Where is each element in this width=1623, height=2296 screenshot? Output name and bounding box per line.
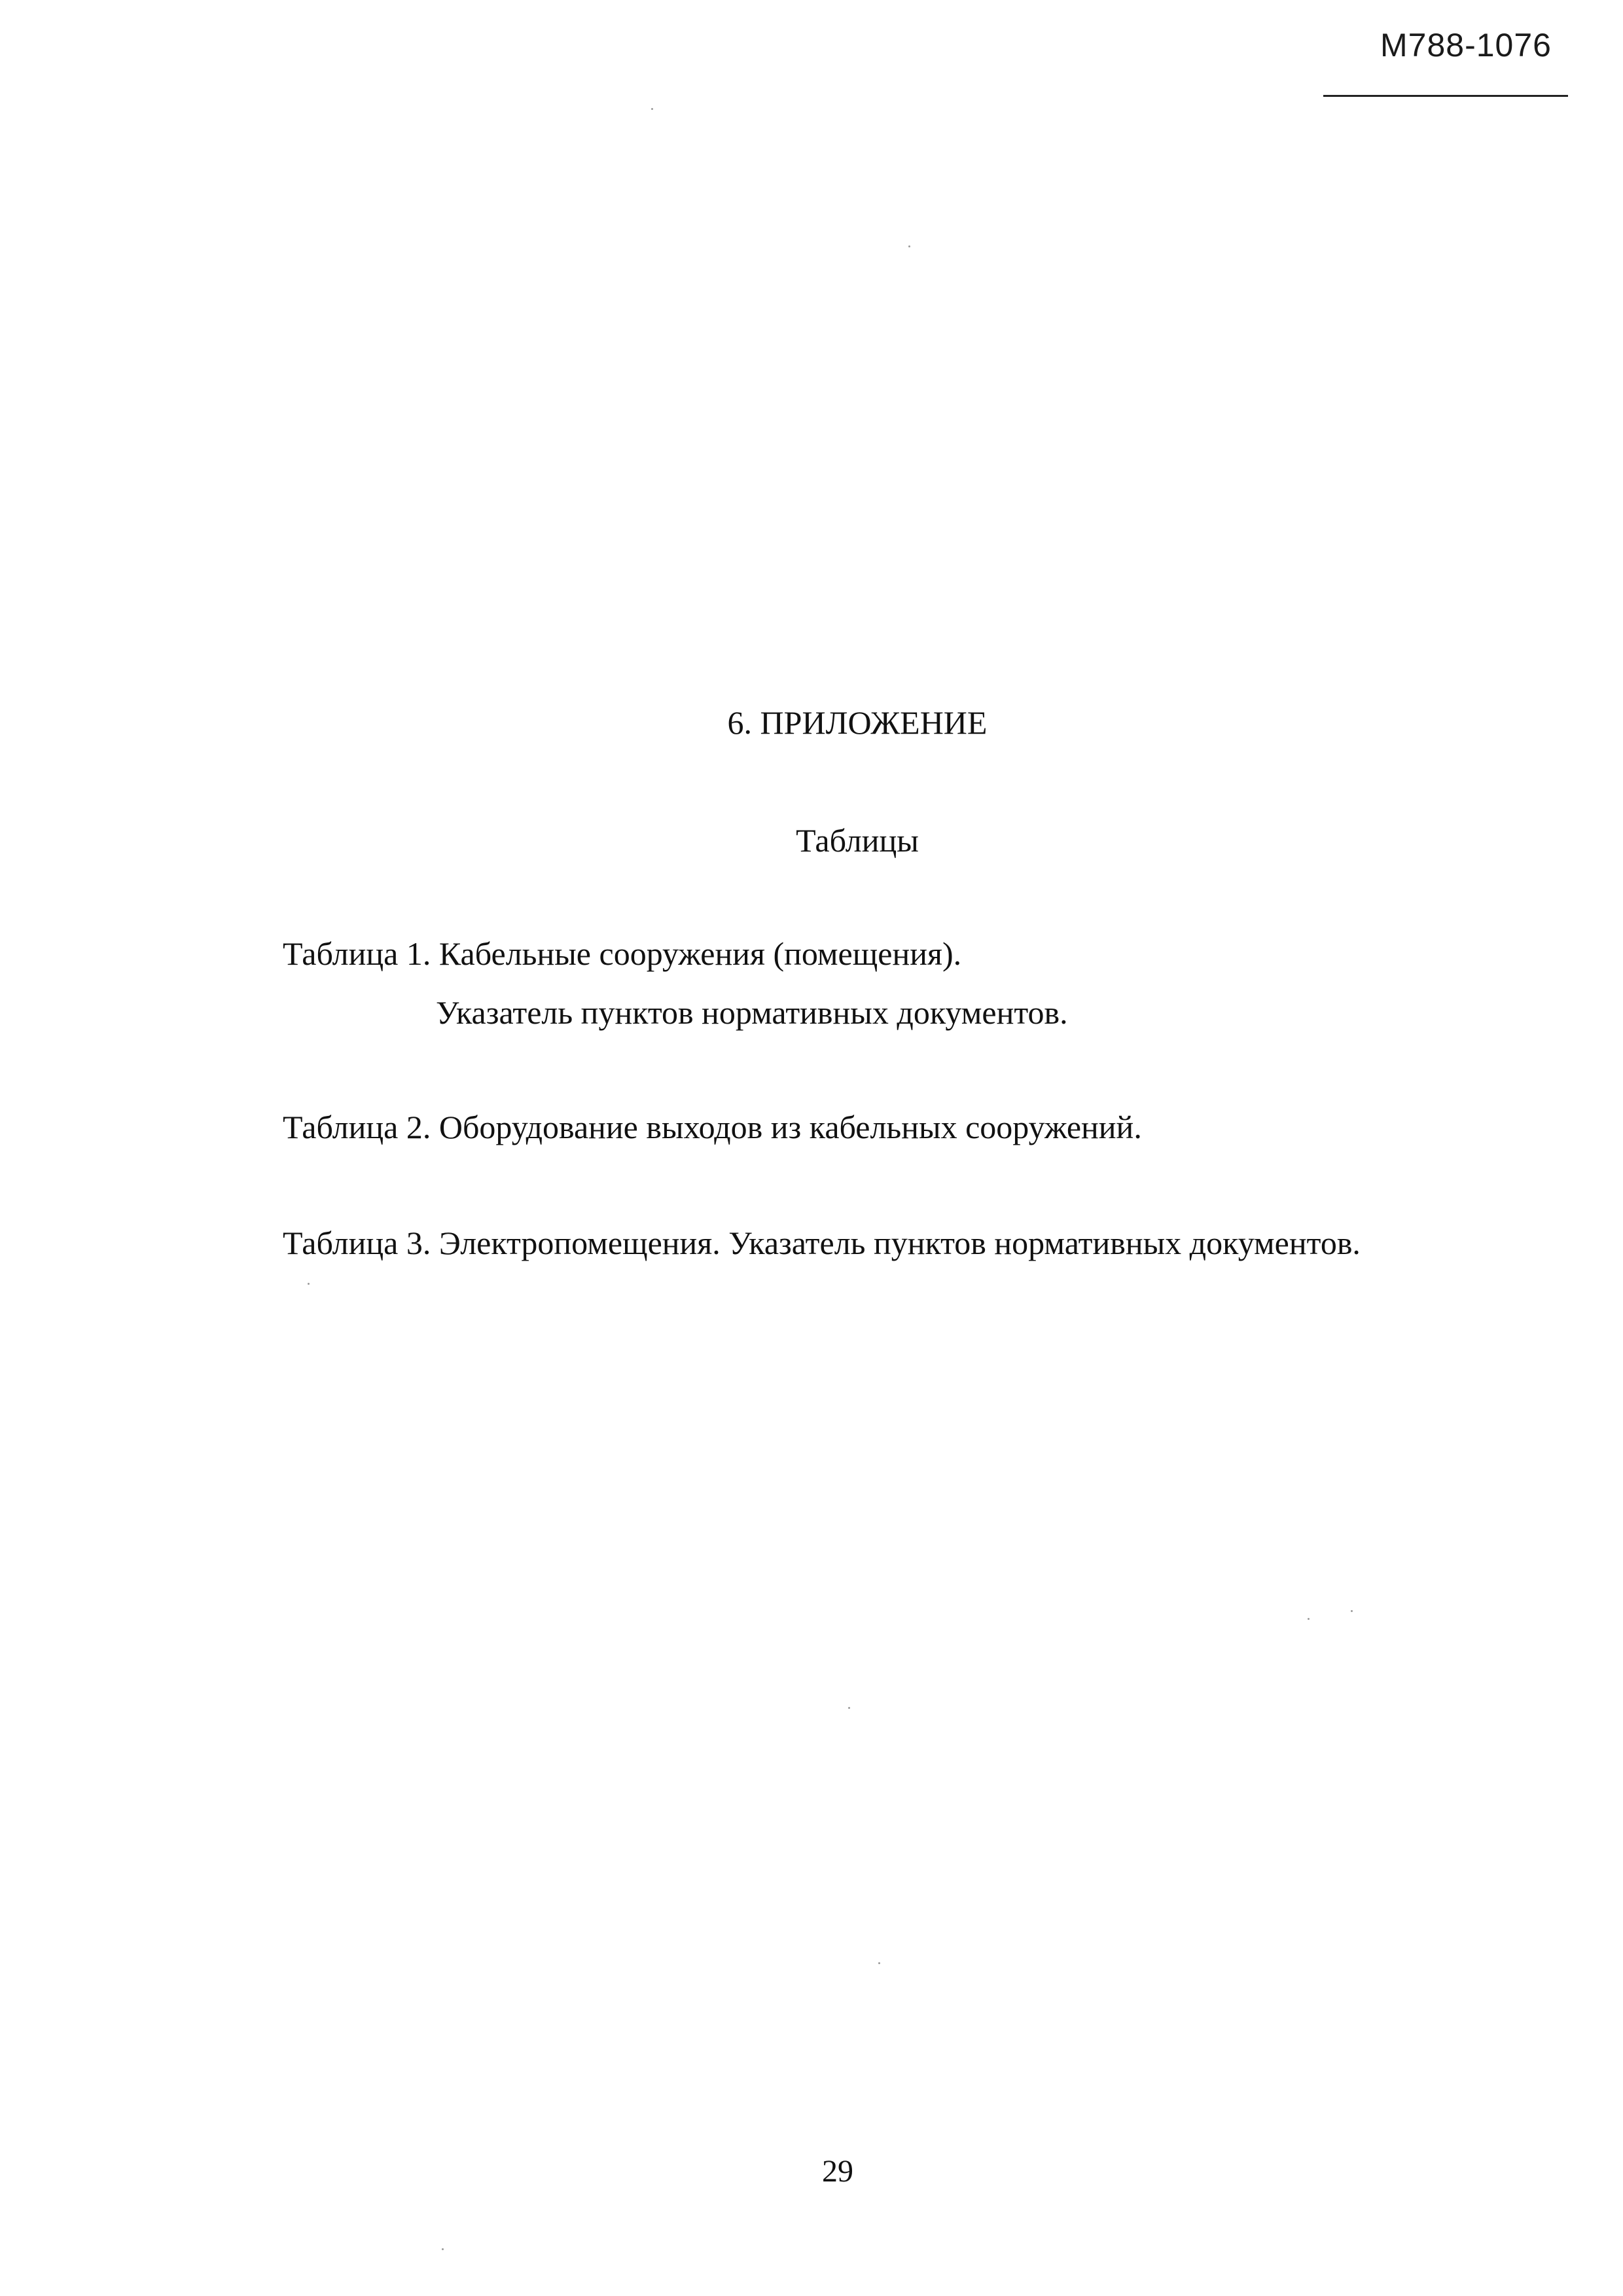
table-entry-3: Таблица 3. Электропомещения. Указатель пунктов нормативных документов. — [283, 1225, 1361, 1261]
scan-speck — [878, 1962, 880, 1964]
scan-speck — [442, 2248, 444, 2250]
table-entry-1: Таблица 1. Кабельные сооружения (помещения). — [283, 935, 962, 972]
table-entry-1-continuation: Указатель пунктов нормативных документов. — [436, 994, 1068, 1031]
section-title: 6. ПРИЛОЖЕНИЕ — [727, 704, 988, 741]
scan-speck — [848, 1707, 850, 1709]
scan-speck — [308, 1283, 310, 1285]
page-number: 29 — [822, 2154, 853, 2189]
subtitle: Таблицы — [796, 822, 919, 859]
scan-speck — [1351, 1610, 1353, 1612]
scan-speck — [651, 108, 653, 110]
table-entry-2: Таблица 2. Оборудование выходов из кабельных сооружений. — [283, 1109, 1142, 1145]
scan-speck — [1308, 1618, 1310, 1620]
document-code: М788-1076 — [1380, 27, 1552, 63]
header-divider — [1323, 95, 1568, 97]
scan-speck — [908, 245, 910, 247]
